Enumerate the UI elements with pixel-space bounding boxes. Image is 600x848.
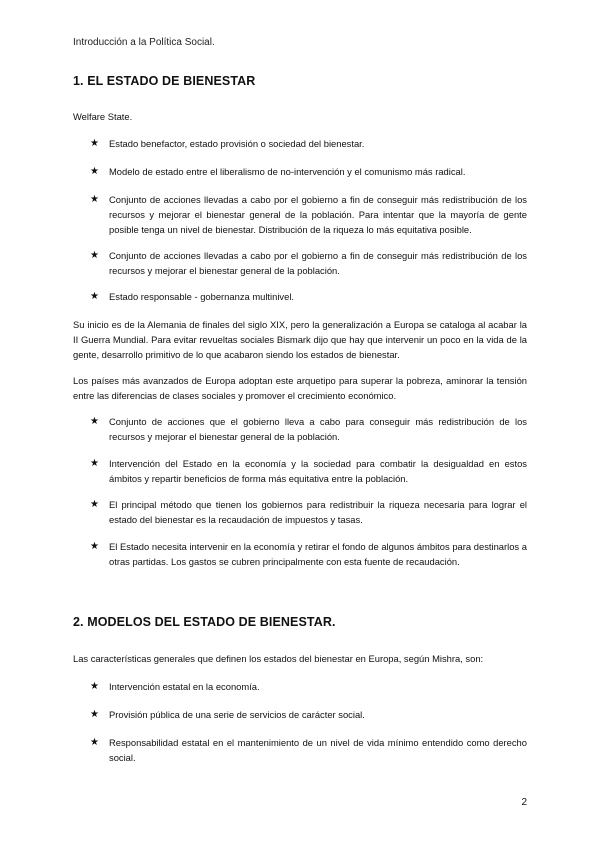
star-bullet-icon: ★ [90, 681, 99, 692]
list-item: ★ Intervención estatal en la economía. [90, 681, 260, 692]
running-header: Introducción a la Política Social. [73, 37, 215, 48]
star-bullet-icon: ★ [90, 291, 99, 302]
list-item: ★ Estado benefactor, estado provisión o sociedad del bienestar. [90, 138, 365, 149]
section-1-intro: Welfare State. [73, 111, 133, 122]
list-item: ★ El principal método que tienen los gobiernos para redistribuir la riqueza necesaria para lograr el estado del bienestar es la recaudación de impuestos y tasas. [90, 499, 527, 525]
star-bullet-icon: ★ [90, 194, 99, 205]
list-item: ★ Conjunto de acciones llevadas a cabo por el gobierno a fin de conseguir más redistribución de los recursos y mejorar el bienestar general de la población. [90, 250, 527, 276]
list-item: ★ Conjunto de acciones que el gobierno lleva a cabo para conseguir más redistribución de los recursos y mejorar el bienestar general de la población. [90, 416, 527, 442]
star-bullet-icon: ★ [90, 458, 99, 469]
list-item: ★ Modelo de estado entre el liberalismo de no-intervención y el comunismo más radical. [90, 166, 466, 177]
star-bullet-icon: ★ [90, 166, 99, 177]
section-2-title: 2. MODELOS DEL ESTADO DE BIENESTAR. [73, 615, 336, 629]
list-item: ★ Intervención del Estado en la economía y la sociedad para combatir la desigualdad en estos ámbitos y repartir beneficios de forma más equitativa entre la población. [90, 458, 527, 484]
paragraph-history: Su inicio es de la Alemania de finales del siglo XIX, pero la generalización a Europa se cataloga al acabar la II Guerra Mundial. Para evitar revueltas sociales Bismark dijo que hay que intervenir un poco en la vida de la gente, desarrollo primitivo de lo que acabaron siendo los estados de bienestar. [73, 319, 527, 360]
list-item: ★ Responsabilidad estatal en el mantenimiento de un nivel de vida mínimo entendido como derecho social. [90, 737, 527, 763]
section-1-title: 1. EL ESTADO DE BIENESTAR [73, 74, 256, 88]
star-bullet-icon: ★ [90, 541, 99, 552]
page-number: 2 [521, 797, 527, 808]
paragraph-adoption: Los países más avanzados de Europa adoptan este arquetipo para superar la pobreza, aminorar la tensión entre las diferencias de clases sociales y promover el crecimiento económico. [73, 375, 527, 401]
star-bullet-icon: ★ [90, 138, 99, 149]
star-bullet-icon: ★ [90, 416, 99, 427]
list-item: ★ Provisión pública de una serie de servicios de carácter social. [90, 709, 365, 720]
star-bullet-icon: ★ [90, 499, 99, 510]
star-bullet-icon: ★ [90, 737, 99, 748]
star-bullet-icon: ★ [90, 709, 99, 720]
list-item: ★ Estado responsable - gobernanza multinivel. [90, 291, 295, 302]
list-item: ★ El Estado necesita intervenir en la economía y retirar el fondo de algunos ámbitos para destinarlos a otras partidas. Los gastos se cubren principalmente con esta fuente de recaudación. [90, 541, 527, 567]
star-bullet-icon: ★ [90, 250, 99, 261]
section-2-intro: Las características generales que definen los estados del bienestar en Europa, según Mishra, son: [73, 653, 484, 664]
list-item: ★ Conjunto de acciones llevadas a cabo por el gobierno a fin de conseguir más redistribución de los recursos y mejorar el bienestar general de la población. Para intentar que la mayoría de gente posible tenga un nivel de bienestar. Distribución de la riqueza lo más equitativa posible. [90, 194, 527, 235]
